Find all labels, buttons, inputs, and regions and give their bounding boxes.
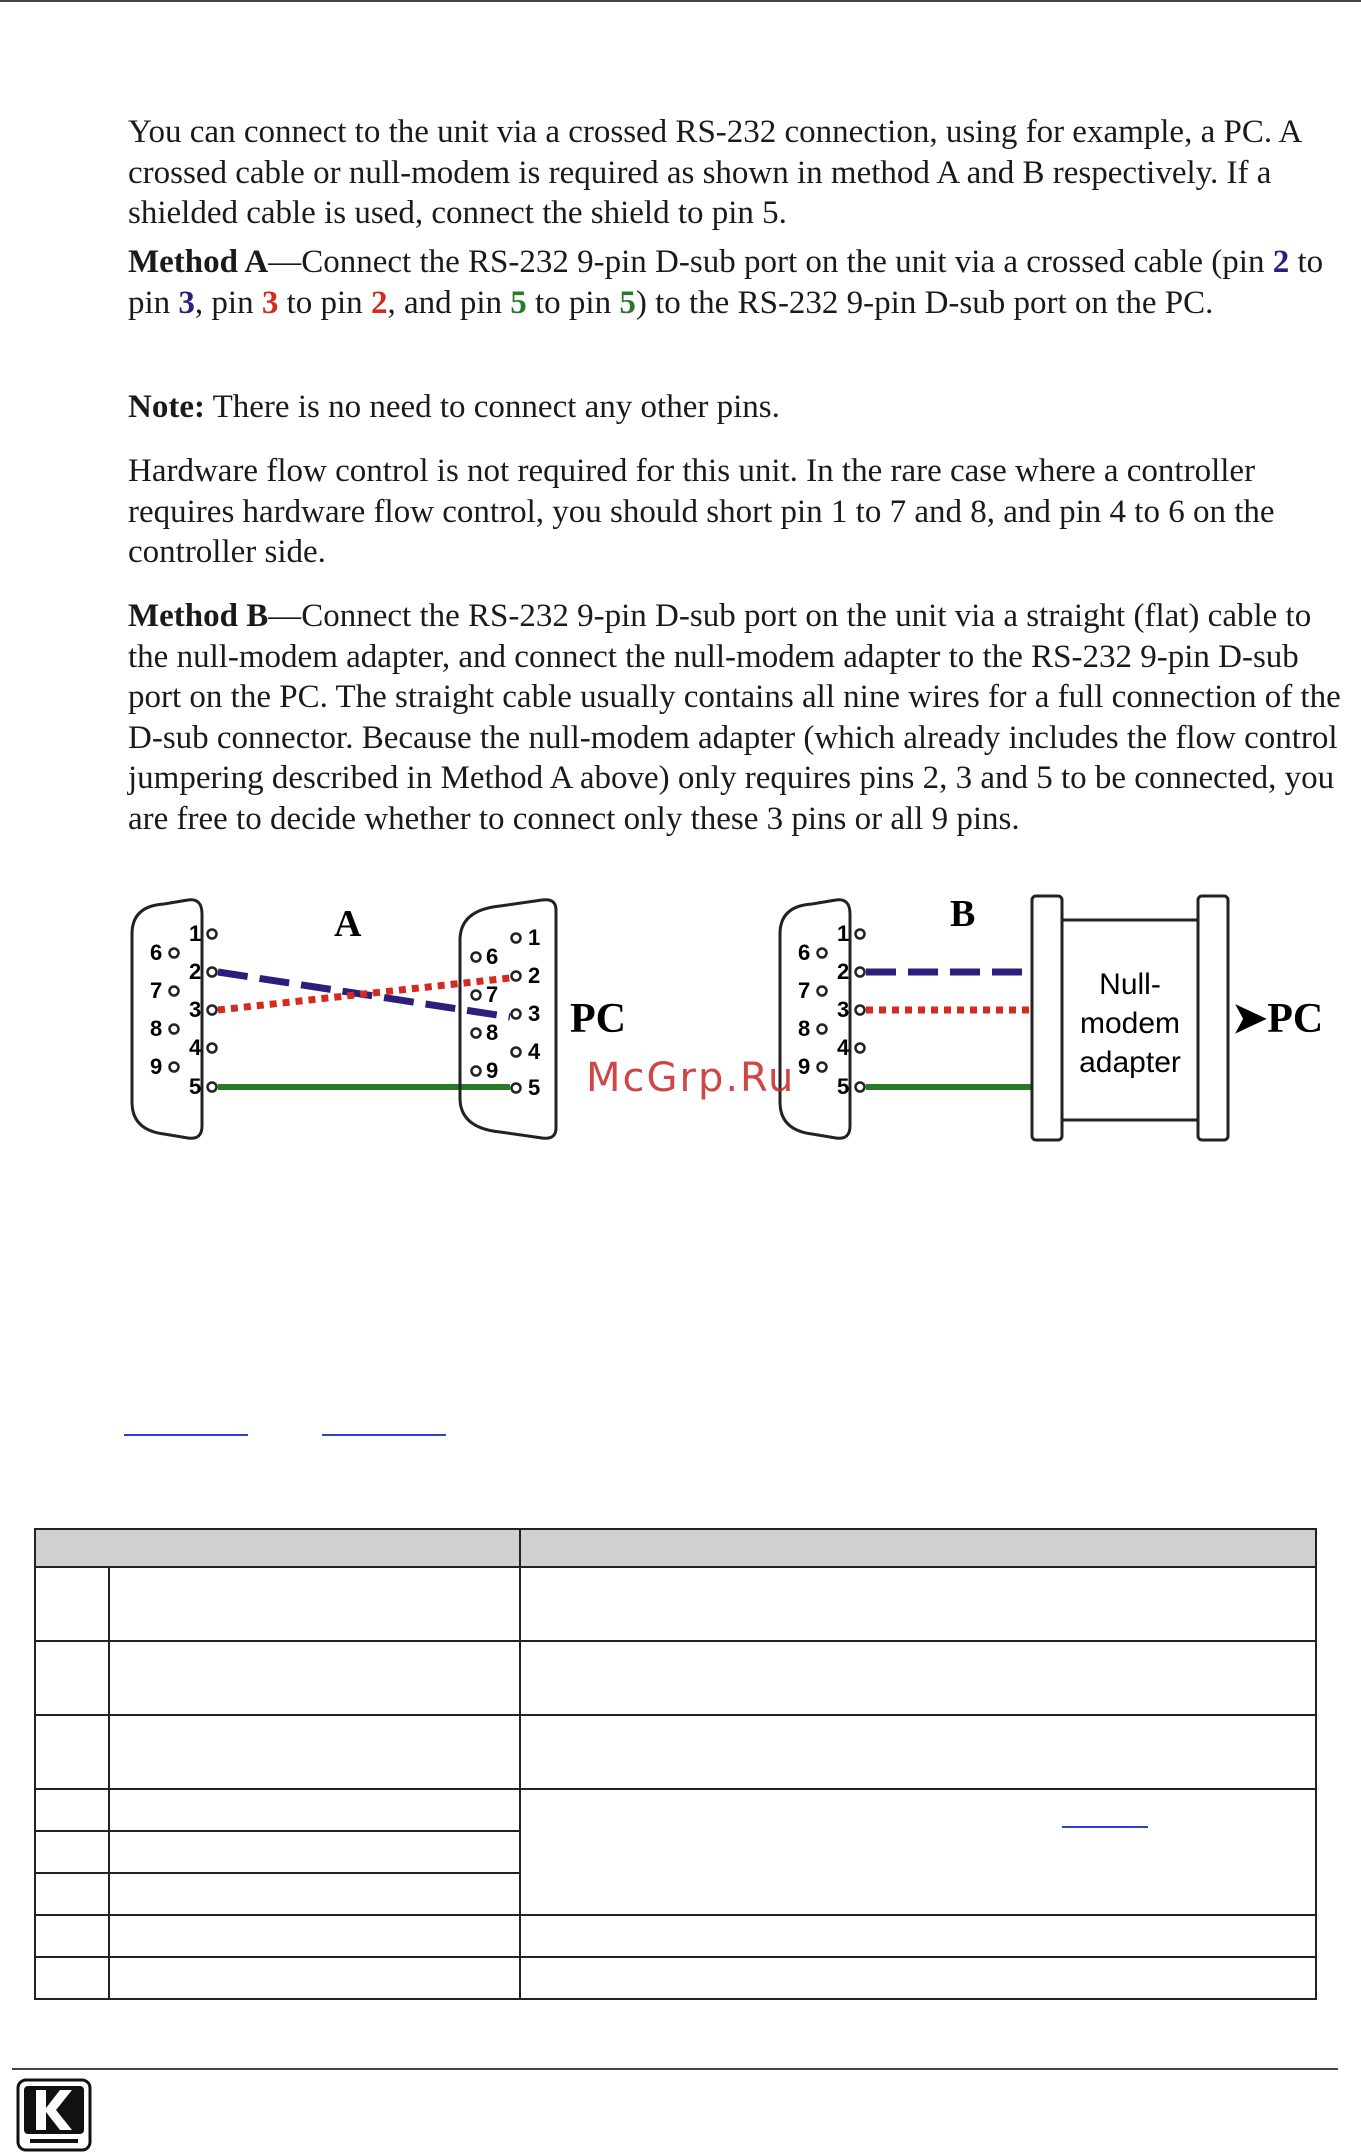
table-header-right xyxy=(520,1529,1316,1567)
svg-text:7: 7 xyxy=(798,978,811,1003)
pin-label-8: 8 xyxy=(150,1016,163,1041)
svg-text:4: 4 xyxy=(837,1035,850,1060)
rs232-wiring-diagram xyxy=(120,890,1360,1150)
method-b-paragraph xyxy=(128,596,1348,839)
flow-control-paragraph xyxy=(128,451,1348,573)
svg-text:modem: modem xyxy=(1079,1007,1181,1040)
pin-label-5: 5 xyxy=(189,1074,202,1099)
label-b: B xyxy=(950,893,976,935)
svg-text:6: 6 xyxy=(798,940,811,965)
kramer-logo xyxy=(16,2078,92,2152)
null-modem-adapter xyxy=(1032,896,1228,1140)
pin-label-1: 1 xyxy=(189,921,202,946)
svg-text:1: 1 xyxy=(528,925,541,950)
svg-text:2: 2 xyxy=(528,963,541,988)
pin-label-4: 4 xyxy=(189,1035,202,1060)
table-row xyxy=(35,1957,1316,1999)
top-rule xyxy=(0,0,1361,2)
pin-label-6: 6 xyxy=(150,940,163,965)
svg-text:adapter: adapter xyxy=(1079,1046,1181,1079)
footer-rule xyxy=(12,2068,1338,2070)
pc-label-a: PC xyxy=(570,996,626,1042)
pin-label-2: 2 xyxy=(189,959,202,984)
pc-label-b: ➤PC xyxy=(1232,996,1324,1042)
method-b-label: Method B xyxy=(128,598,269,634)
pin-table xyxy=(34,1528,1317,2000)
svg-text:6: 6 xyxy=(486,944,499,969)
wire-3-to-2 xyxy=(218,978,510,1010)
intro-paragraph xyxy=(128,112,1348,234)
note-label: Note: xyxy=(128,389,205,425)
svg-text:Null-: Null- xyxy=(1099,968,1161,1001)
pin-label-7: 7 xyxy=(150,978,163,1003)
watermark: McGrp.Ru xyxy=(586,1055,796,1101)
svg-text:3: 3 xyxy=(528,1001,541,1026)
svg-text:3: 3 xyxy=(837,997,850,1022)
table-link-underline[interactable] xyxy=(1062,1826,1148,1828)
pc-connector-a xyxy=(460,900,556,1139)
link-underline-2[interactable] xyxy=(322,1434,446,1436)
svg-text:4: 4 xyxy=(528,1039,541,1064)
svg-text:8: 8 xyxy=(486,1020,499,1045)
method-a-label: Method A xyxy=(128,244,269,280)
svg-text:9: 9 xyxy=(798,1054,811,1079)
table-row xyxy=(35,1715,1316,1789)
intro-text: You can connect to the unit via a crossed RS-232 connection, using for example, a PC. A crossed cable or null-modem is required as shown in method A and B respectively. If a shielded cable is used, connect the shield to pin 5. xyxy=(128,114,1301,231)
table-row xyxy=(35,1789,1316,1831)
pin-label-9: 9 xyxy=(150,1054,163,1079)
link-underline-1[interactable] xyxy=(124,1434,248,1436)
svg-text:8: 8 xyxy=(798,1016,811,1041)
flow-control-text: Hardware flow control is not required for this unit. In the rare case where a controller requires hardware flow control, you should short pin 1 to 7 and 8, and pin 4 to 6 on the controller side. xyxy=(128,453,1275,570)
svg-text:1: 1 xyxy=(837,921,850,946)
svg-text:5: 5 xyxy=(837,1074,850,1099)
svg-text:9: 9 xyxy=(486,1058,499,1083)
pin-label-3: 3 xyxy=(189,997,202,1022)
method-b-text: —Connect the RS-232 9-pin D-sub port on the unit via a straight (flat) cable to the null-modem adapter, and connect the null-modem adapter to the RS-232 9-pin D-sub port on the PC. The straight cable usually contains all nine wires for a full connection of the D-sub connector. Because the null-modem adapter (which already includes the flow control jumpering described in Method A above) only requires pins 2, 3 and 5 to be connected, you are free to decide whether to connect only these 3 pins or all 9 pins. xyxy=(128,598,1341,837)
table-row xyxy=(35,1641,1316,1715)
label-a: A xyxy=(334,903,362,945)
unit-connector-a xyxy=(132,900,217,1138)
svg-text:7: 7 xyxy=(486,982,499,1007)
note-text: There is no need to connect any other pins. xyxy=(204,389,780,425)
svg-text:5: 5 xyxy=(528,1075,541,1100)
svg-text:2: 2 xyxy=(837,959,850,984)
note-paragraph xyxy=(128,387,1348,428)
table-header-row xyxy=(35,1529,1316,1567)
table-row xyxy=(35,1915,1316,1957)
table-header-left xyxy=(35,1529,520,1567)
unit-connector-b xyxy=(780,900,865,1138)
table-row xyxy=(35,1567,1316,1641)
method-a-paragraph: Method A—Connect the RS-232 9-pin D-sub port on the unit via a crossed cable (pin 2 to pin 3, pin 3 to pin 2, and pin 5 to pin 5) to the RS-232 9-pin D-sub port on the PC. xyxy=(128,244,1324,321)
